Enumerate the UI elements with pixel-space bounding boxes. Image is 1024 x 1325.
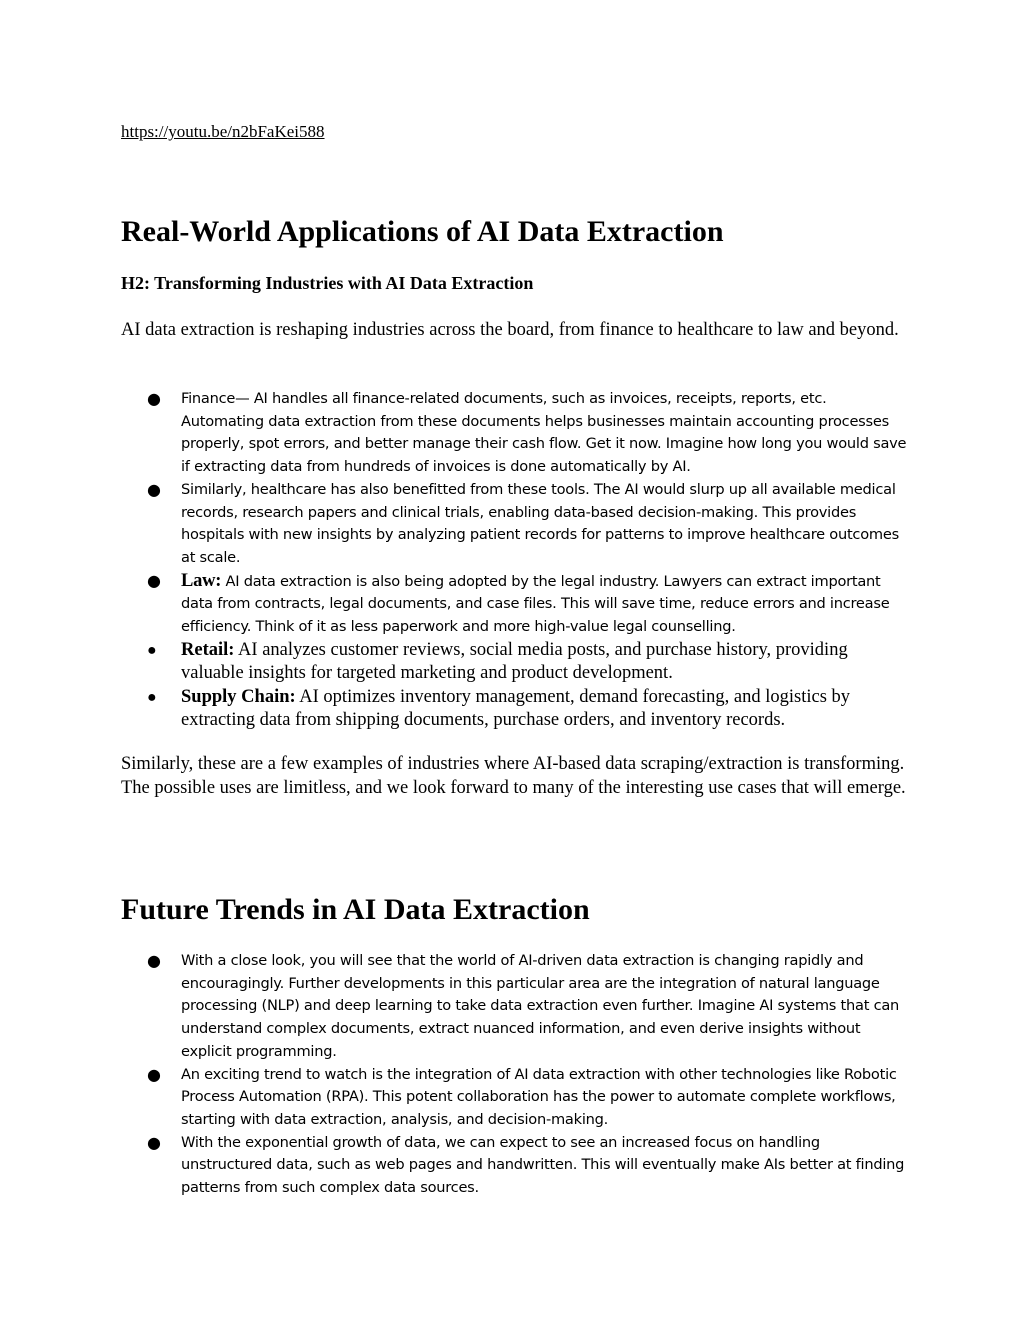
bullet-icon: ● (147, 688, 157, 706)
list-item-text: AI data extraction is also being adopted by the legal industry. Lawyers can extract important data from contracts, legal documents, and case files. This will save time, reduce errors and increase efficiency. Think of it as less paperwork and more high-value legal counselling. (181, 572, 890, 636)
section-title-applications: Real-World Applications of AI Data Extraction (121, 215, 724, 248)
trends-list (121, 950, 911, 1200)
list-item-label: Supply Chain: (181, 686, 296, 707)
list-item-text: AI analyzes customer reviews, social media posts, and purchase history, providing valuable insights for targeted marketing and product development. (181, 639, 848, 684)
list-item-label: Law: (181, 570, 222, 591)
bullet-icon: ● (147, 479, 161, 499)
list-item-text: With a close look, you will see that the world of AI-driven data extraction is changing rapidly and encouragingly. Further developments in this particular area are the integration of natural language processing (NLP) and deep learning to take data extraction even further. Imagine AI systems that can understand complex documents, extract nuanced information, and even derive insights without explicit programming. (181, 952, 900, 1060)
list-item-text: With the exponential growth of data, we can expect to see an increased focus on handling unstructured data, such as web pages and handwritten. This will eventually make AIs better at finding patterns from such complex data sources. (181, 1133, 905, 1197)
list-item-text: Similarly, healthcare has also benefitted from these tools. The AI would slurp up all available medical records, research papers and clinical trials, enabling data-based decision-making. This provides hospitals with new insights by analyzing patient records for patterns to improve healthcare outcomes at scale. (181, 480, 899, 566)
intro-paragraph: AI data extraction is reshaping industries across the board, from finance to healthcare to law and beyond. (121, 320, 899, 340)
list-item-retail (121, 639, 911, 686)
list-item-text: An exciting trend to watch is the integration of AI data extraction with other technologies like Robotic Process Automation (RPA). This potent collaboration has the power to automate complete workflows, starting with data extraction, analysis, and decision-making. (181, 1065, 897, 1128)
list-item-label: Retail: (181, 639, 235, 660)
section-title-future-trends: Future Trends in AI Data Extraction (121, 893, 590, 926)
industries-list (121, 388, 911, 733)
bullet-icon: ● (147, 951, 161, 970)
bullet-icon: ● (147, 570, 161, 590)
list-item-text: AI optimizes inventory management, demand forecasting, and logistics by extracting data from shipping documents, purchase orders, and inventory records. (181, 686, 851, 731)
list-item-healthcare (121, 479, 911, 570)
bullet-icon: ● (147, 1064, 161, 1084)
bullet-icon: ● (147, 641, 157, 659)
list-item-trend (121, 1132, 911, 1200)
closing-paragraph: Similarly, these are a few examples of industries where AI-based data scraping/extraction is transforming. The possible uses are limitless, and we look forward to many of the interesting use cases that will emerge. (121, 754, 906, 798)
list-item-supply-chain (121, 686, 911, 733)
bullet-icon: ● (147, 1132, 161, 1152)
bullet-icon: ● (147, 389, 161, 408)
list-item-trend (121, 1064, 911, 1132)
video-link[interactable]: https://youtu.be/n2bFaKei588 (121, 122, 325, 141)
list-item-law (121, 570, 911, 639)
list-item-text: Finance— AI handles all finance-related documents, such as invoices, receipts, reports, etc. Automating data extraction from these documents helps businesses maintain accounting processes properly, spot errors, and better manage their cash flow. Get it now. Imagine how long you would save if extracting data from hundreds of invoices is done automatically by AI. (181, 390, 907, 476)
section-subtitle: H2: Transforming Industries with AI Data Extraction (121, 273, 534, 293)
list-item-finance (121, 388, 911, 479)
list-item-trend (121, 950, 911, 1064)
